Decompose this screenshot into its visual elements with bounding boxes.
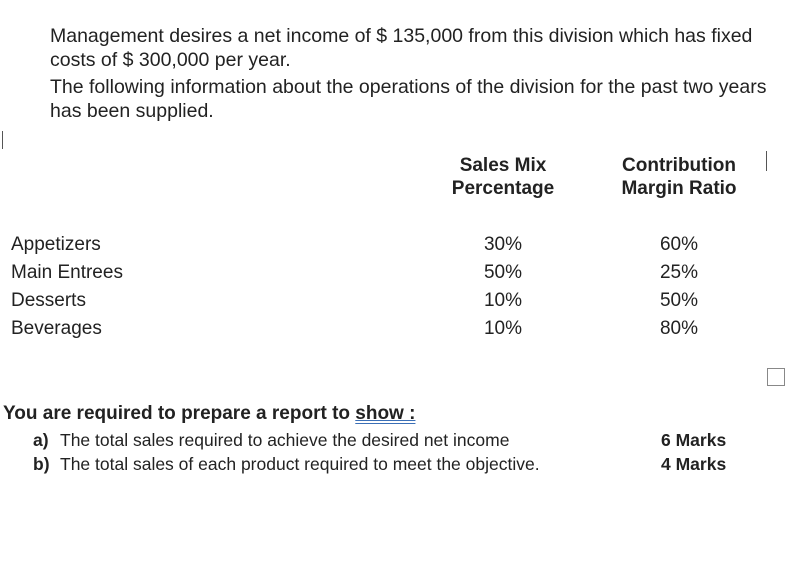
- column-header-cm-line2: Margin Ratio: [621, 178, 737, 199]
- requirement-item-b: [33, 453, 727, 475]
- column-header-sales-mix-line1: Sales Mix: [459, 155, 547, 176]
- requirements-heading-show: show :: [355, 403, 416, 424]
- requirement-letter: a): [33, 430, 49, 450]
- cm-ratio-value: 60%: [659, 234, 699, 255]
- requirement-text: The total sales of each product required to meet the objective.: [60, 454, 540, 474]
- table-row-desserts: [0, 287, 799, 315]
- product-name: Main Entrees: [11, 262, 123, 283]
- table-row-main-entrees: [0, 259, 799, 287]
- product-name: Desserts: [11, 290, 86, 311]
- intro-paragraph-net-income: Management desires a net income of $ 135,000 from this division which has fixed costs of $ 300,000 per year.: [50, 25, 753, 71]
- table-row-appetizers: [0, 231, 799, 259]
- sales-mix-value: 50%: [483, 262, 523, 283]
- text-cursor-mark-left: [2, 131, 3, 149]
- sales-mix-value: 10%: [483, 318, 523, 339]
- requirement-letter: b): [33, 454, 50, 474]
- empty-checkbox[interactable]: [767, 368, 785, 386]
- requirement-marks: 6 Marks: [661, 430, 727, 450]
- requirements-heading-prefix: You are required to prepare a report to: [3, 403, 356, 424]
- column-header-sales-mix: [438, 154, 568, 200]
- sales-mix-value: 30%: [483, 234, 523, 255]
- cm-ratio-value: 25%: [659, 262, 699, 283]
- column-header-contribution-margin: [598, 154, 760, 200]
- column-header-sales-mix-line2: Percentage: [451, 178, 555, 199]
- text-cursor-mark-right: [766, 151, 767, 171]
- requirement-marks: 4 Marks: [661, 454, 727, 474]
- requirement-text: The total sales required to achieve the desired net income: [60, 430, 510, 450]
- intro-paragraph-info: The following information about the operations of the division for the past two years has been supplied.: [50, 76, 767, 122]
- column-header-cm-line1: Contribution: [622, 155, 736, 176]
- product-name: Appetizers: [11, 234, 101, 255]
- requirement-item-a: [33, 429, 727, 451]
- cm-ratio-value: 80%: [659, 318, 699, 339]
- requirements-heading: [3, 402, 415, 426]
- cm-ratio-value: 50%: [659, 290, 699, 311]
- table-row-beverages: [0, 315, 799, 343]
- sales-mix-value: 10%: [483, 290, 523, 311]
- product-name: Beverages: [11, 318, 102, 339]
